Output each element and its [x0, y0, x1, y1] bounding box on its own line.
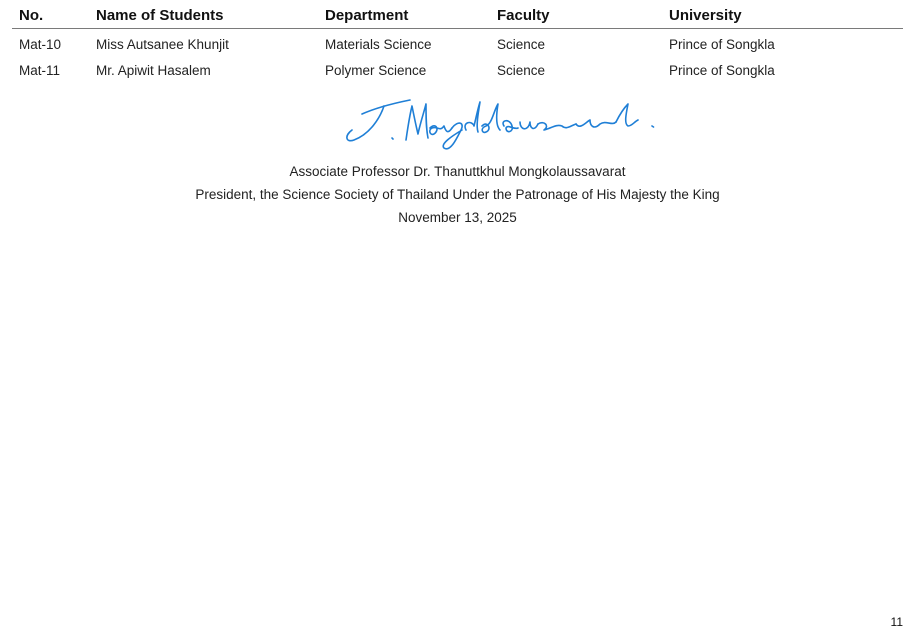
table-row — [12, 29, 903, 58]
cell-university: Prince of Songkla — [669, 62, 775, 78]
students-table — [12, 4, 903, 83]
cell-faculty: Science — [497, 62, 546, 78]
cell-department: Polymer Science — [325, 62, 427, 78]
signature-date: November 13, 2025 — [398, 210, 517, 225]
header-name: Name of Students — [89, 4, 318, 29]
cell-name: Miss Autsanee Khunjit — [96, 36, 229, 52]
table-row — [12, 57, 903, 83]
cell-department: Materials Science — [325, 36, 432, 52]
header-faculty: Faculty — [490, 4, 662, 29]
header-no: No. — [12, 4, 89, 29]
handwritten-signature — [340, 96, 670, 160]
cell-university: Prince of Songkla — [669, 36, 775, 52]
signatory-name: Associate Professor Dr. Thanuttkhul Mongkolaussavarat — [289, 164, 626, 179]
header-department: Department — [318, 4, 490, 29]
header-university: University — [662, 4, 903, 29]
signature-block — [0, 160, 915, 229]
cell-faculty: Science — [497, 36, 546, 52]
table-header-row — [12, 4, 903, 29]
cell-no: Mat-10 — [19, 36, 62, 52]
page-number: 11 — [890, 615, 903, 629]
cell-name: Mr. Apiwit Hasalem — [96, 62, 211, 78]
signatory-position: President, the Science Society of Thailand Under the Patronage of His Majesty the King — [195, 187, 720, 202]
cell-no: Mat-11 — [19, 62, 61, 78]
